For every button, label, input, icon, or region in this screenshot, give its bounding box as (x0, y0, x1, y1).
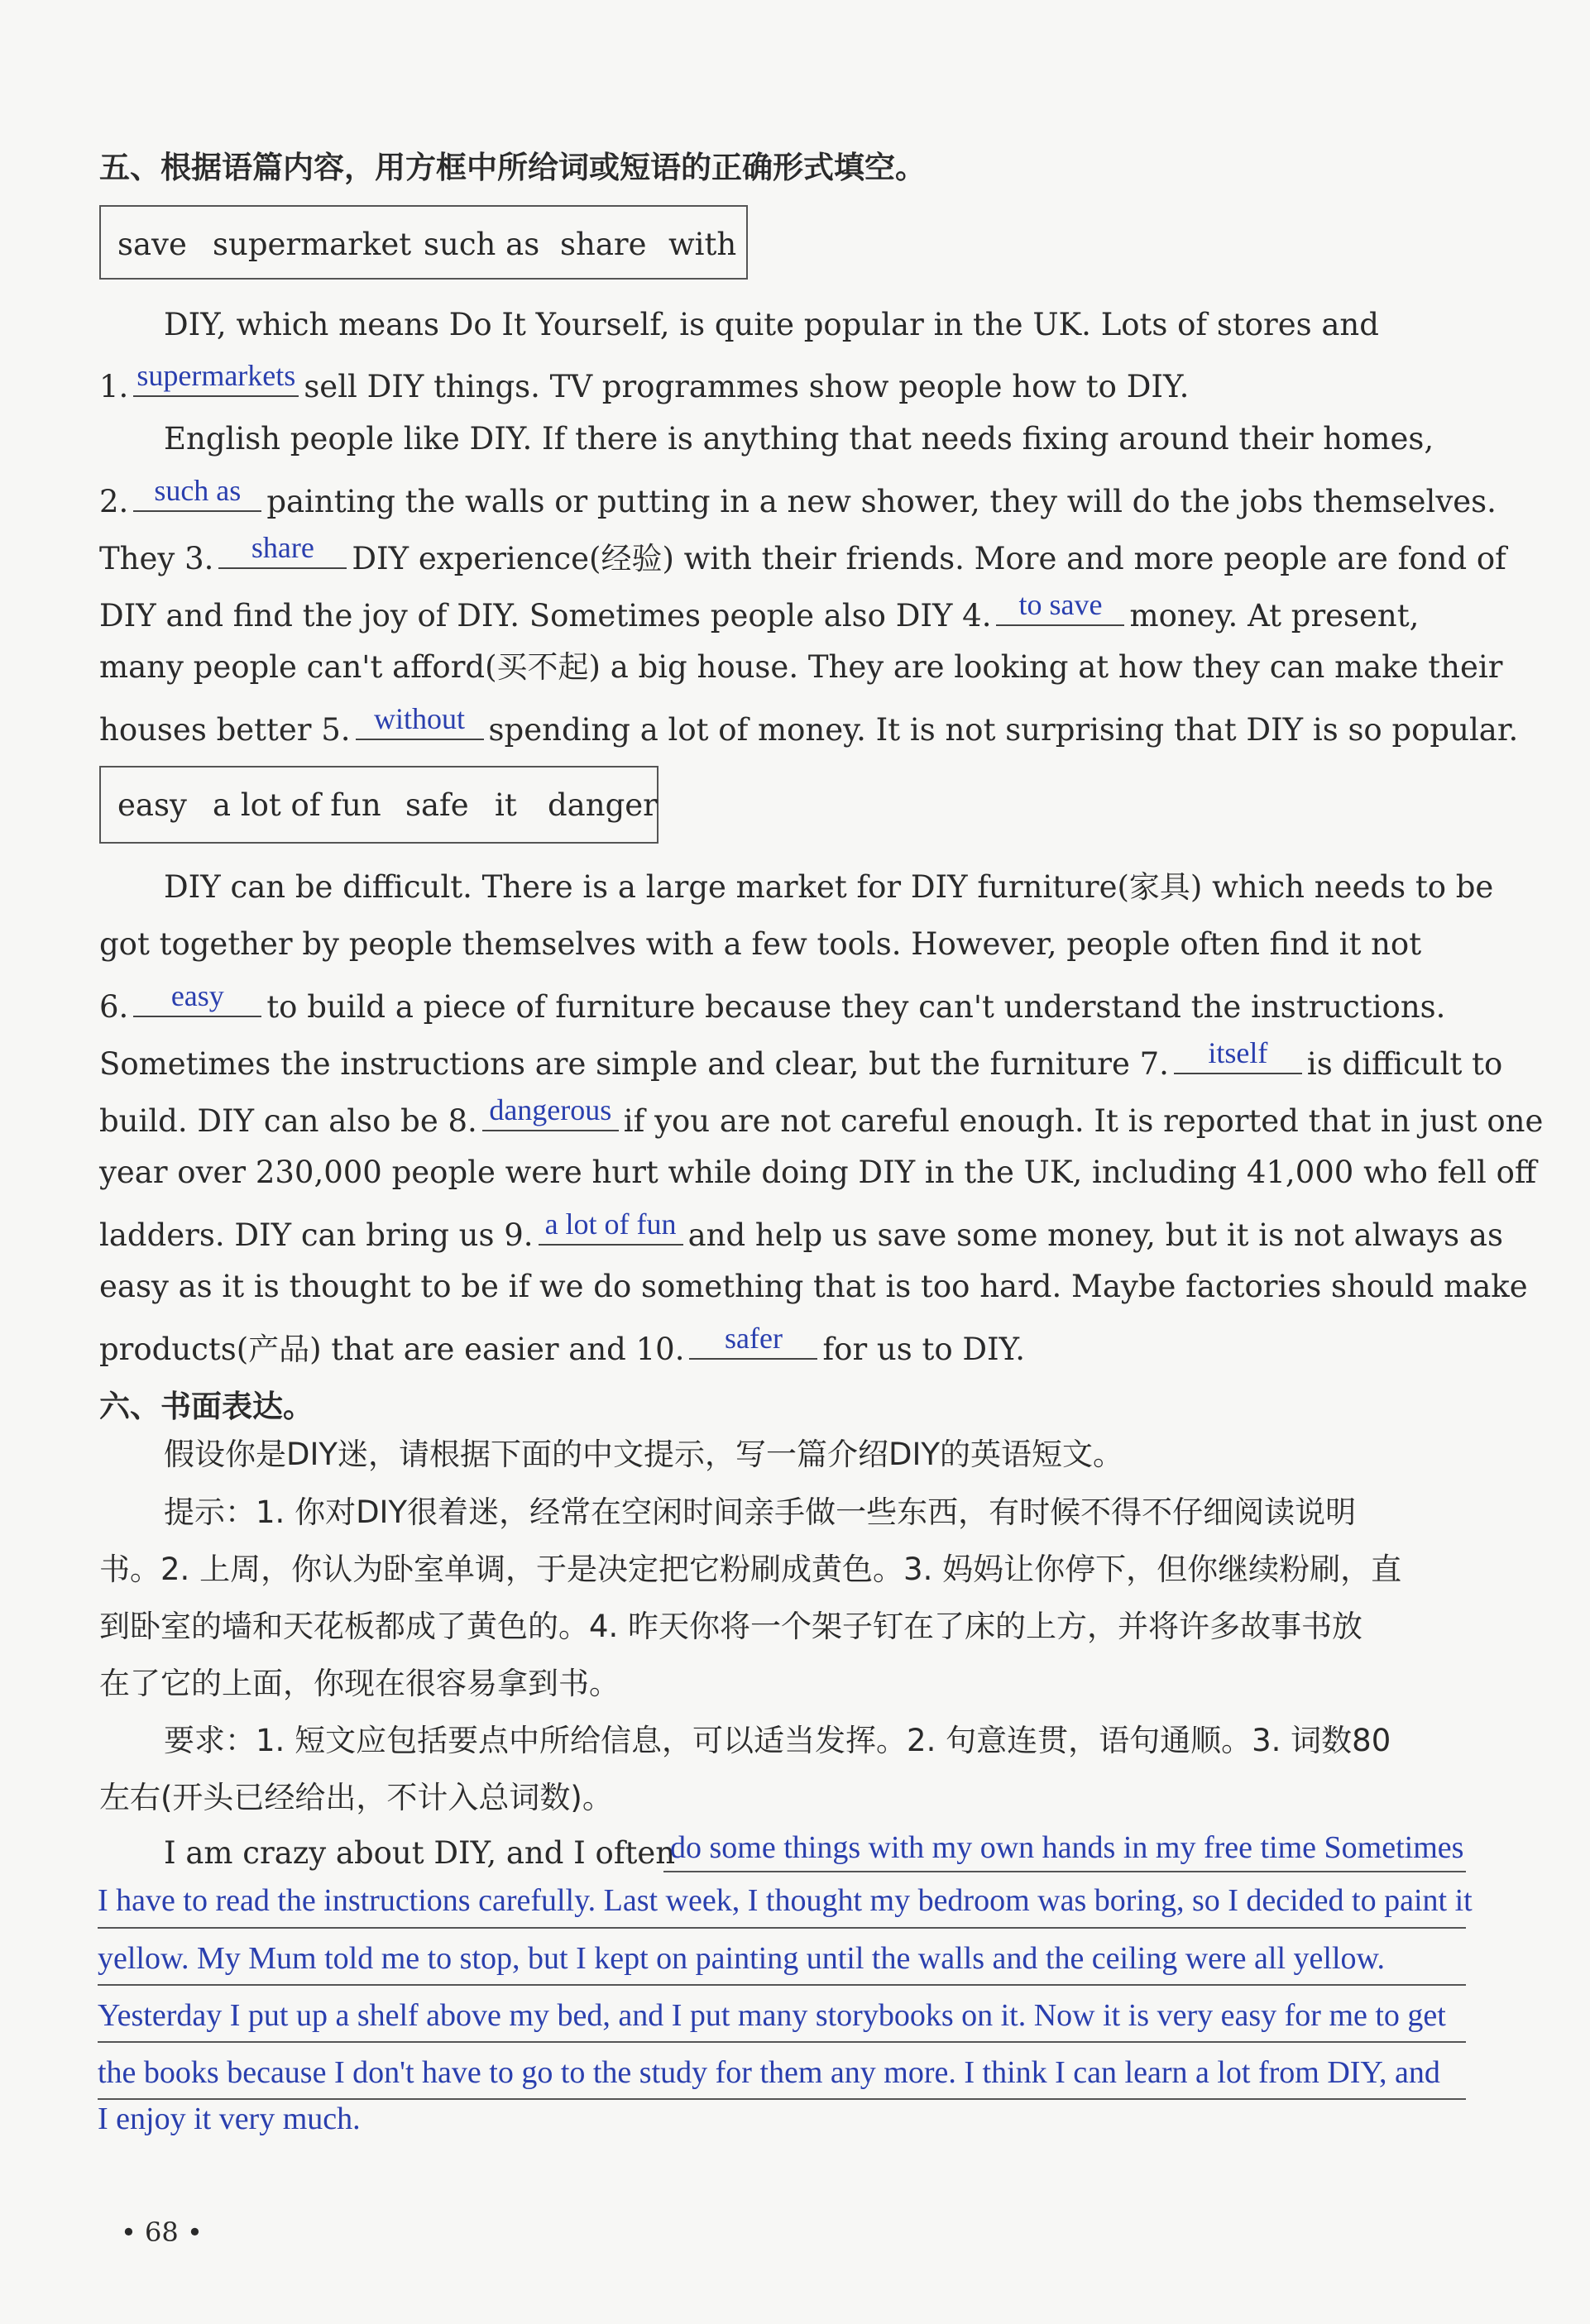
box1-word: save (117, 227, 187, 262)
p2-line-6 (99, 702, 1519, 748)
writing-rule (98, 1927, 1466, 1929)
essay-line-4[interactable]: Yesterday I put up a shelf above my bed, and I put many storybooks on it. Now it is very easy for me to get (98, 1998, 1446, 2033)
p3-line-5 (99, 1093, 1544, 1139)
p3-line-6: year over 230,000 people were hurt while doing DIY in the UK, including 41,000 who fell off (99, 1155, 1537, 1190)
box2-word: danger (548, 787, 658, 823)
requirement-line-1: 要求：1. 短文应包括要点中所给信息，可以适当发挥。2. 句意连贯，语句通顺。3. 词数80 (164, 1723, 1391, 1758)
p2-line-1: English people like DIY. If there is anything that needs fixing around their homes, (164, 421, 1434, 457)
page-number: • 68 • (121, 2216, 203, 2248)
box1-word: with (668, 227, 737, 262)
p2-line-2-text: painting the walls or putting in a new shower, they will do the jobs themselves. (266, 484, 1497, 519)
p2-line-3-pre: They 3. (99, 541, 214, 576)
p3-line-8: easy as it is thought to be if we do something that is too hard. Maybe factories should make (99, 1269, 1528, 1304)
p3-line-2: got together by people themselves with a few tools. However, people often find it not (99, 926, 1422, 962)
p2-line-4 (99, 588, 1420, 634)
requirement-line-2: 左右(开头已经给出，不计入总词数)。 (99, 1780, 613, 1815)
answer-blank-4[interactable] (996, 588, 1124, 626)
hint-line-2: 书。2. 上周，你认为卧室单调，于是决定把它粉刷成黄色。3. 妈妈让你停下，但你继续粉刷，直 (99, 1552, 1402, 1587)
essay-line-2[interactable]: I have to read the instructions carefully. Last week, I thought my bedroom was boring, so I decided to paint it (98, 1883, 1473, 1918)
blank-number: 2. (99, 484, 129, 519)
essay-line-1[interactable]: do some things with my own hands in my free time Sometimes (670, 1830, 1464, 1865)
p3-line-5-text: if you are not careful enough. It is reported that in just one (623, 1103, 1544, 1139)
answer-blank-10[interactable] (689, 1322, 817, 1360)
answer-1: supermarkets (136, 359, 296, 392)
answer-4: to save (1018, 588, 1103, 621)
hint-line-1: 提示：1. 你对DIY很着迷，经常在空闲时间亲手做一些东西，有时候不得不仔细阅读说明 (164, 1494, 1357, 1530)
writing-rule (663, 1871, 1466, 1872)
answer-10: safer (724, 1322, 783, 1355)
essay-line-3[interactable]: yellow. My Mum told me to stop, but I kept on painting until the walls and the ceiling were all yellow. (98, 1941, 1385, 1976)
answer-blank-7[interactable] (1174, 1036, 1302, 1074)
p3-line-1: DIY can be difficult. There is a large market for DIY furniture(家具) which needs to be (164, 869, 1494, 905)
p2-line-6-pre: houses better 5. (99, 712, 351, 748)
p3-line-7-text: and help us save some money, but it is not always as (687, 1217, 1503, 1253)
p3-line-3 (99, 979, 1446, 1025)
p3-line-9-pre: products(产品) that are easier and 10. (99, 1332, 685, 1367)
answer-blank-1[interactable] (133, 359, 299, 397)
section-5-heading: 五、根据语篇内容，用方框中所给词或短语的正确形式填空。 (99, 150, 926, 185)
answer-7: itself (1208, 1036, 1268, 1069)
blank-number: 1. (99, 369, 129, 404)
answer-blank-3[interactable] (218, 531, 347, 569)
section-6-intro: 假设你是DIY迷，请根据下面的中文提示，写一篇介绍DIY的英语短文。 (164, 1437, 1124, 1472)
essay-start: I am crazy about DIY, and I often (164, 1835, 676, 1871)
box2-word: it (495, 787, 517, 823)
box1-word: share (560, 227, 647, 262)
answer-blank-6[interactable] (133, 979, 261, 1017)
p2-line-4-pre: DIY and find the joy of DIY. Sometimes people also DIY 4. (99, 598, 992, 634)
writing-rule (98, 2098, 1466, 2100)
p3-line-9 (99, 1322, 1026, 1367)
hint-line-3: 到卧室的墙和天花板都成了黄色的。4. 昨天你将一个架子钉在了床的上方，并将许多故事书放 (99, 1609, 1363, 1644)
p3-line-4 (99, 1036, 1503, 1082)
p3-line-5-pre: build. DIY can also be 8. (99, 1103, 477, 1139)
box2-word: easy (117, 787, 187, 823)
p2-line-4-text: money. At present, (1129, 598, 1420, 634)
box2-word: safe (405, 787, 469, 823)
answer-8: dangerous (489, 1093, 612, 1126)
word-box-2 (99, 766, 659, 844)
answer-blank-9[interactable] (539, 1207, 683, 1246)
writing-rule (98, 2041, 1466, 2043)
p1-line-2 (99, 359, 1190, 404)
p3-line-4-text: is difficult to (1306, 1046, 1503, 1082)
answer-5: without (374, 702, 466, 735)
answer-2: such as (154, 474, 242, 507)
answer-6: easy (170, 979, 224, 1012)
p3-line-3-text: to build a piece of furniture because they can't understand the instructions. (266, 989, 1446, 1025)
p3-line-7 (99, 1207, 1503, 1253)
answer-blank-8[interactable] (482, 1093, 619, 1131)
p1-line-1: DIY, which means Do It Yourself, is quite popular in the UK. Lots of stores and (164, 307, 1379, 342)
word-box-1 (99, 205, 748, 280)
essay-line-5[interactable]: the books because I don't have to go to the study for them any more. I think I can learn a lot from DIY, and (98, 2055, 1440, 2090)
hint-line-4: 在了它的上面，你现在很容易拿到书。 (99, 1666, 620, 1701)
writing-rule (98, 1984, 1466, 1986)
p2-line-3 (99, 531, 1506, 576)
box1-word: such as (424, 227, 540, 262)
p3-line-7-pre: ladders. DIY can bring us 9. (99, 1217, 534, 1253)
p3-line-9-text: for us to DIY. (822, 1332, 1026, 1367)
answer-blank-2[interactable] (133, 474, 261, 512)
p2-line-3-text: DIY experience(经验) with their friends. More and more people are fond of (352, 541, 1506, 576)
box1-word: supermarket (213, 227, 412, 262)
p2-line-2 (99, 474, 1497, 519)
answer-blank-5[interactable] (356, 702, 484, 740)
p3-line-4-pre: Sometimes the instructions are simple and clear, but the furniture 7. (99, 1046, 1169, 1082)
answer-9: a lot of fun (544, 1207, 677, 1241)
section-6-heading: 六、书面表达。 (99, 1389, 314, 1424)
p2-line-6-text: spending a lot of money. It is not surprising that DIY is so popular. (488, 712, 1519, 748)
p1-line-2-text: sell DIY things. TV programmes show people how to DIY. (304, 369, 1190, 404)
answer-3: share (251, 531, 314, 564)
essay-line-6[interactable]: I enjoy it very much. (98, 2102, 361, 2136)
box2-word: a lot of fun (213, 787, 381, 823)
blank-number: 6. (99, 989, 129, 1025)
p2-line-5: many people can't afford(买不起) a big house. They are looking at how they can make their (99, 649, 1503, 685)
